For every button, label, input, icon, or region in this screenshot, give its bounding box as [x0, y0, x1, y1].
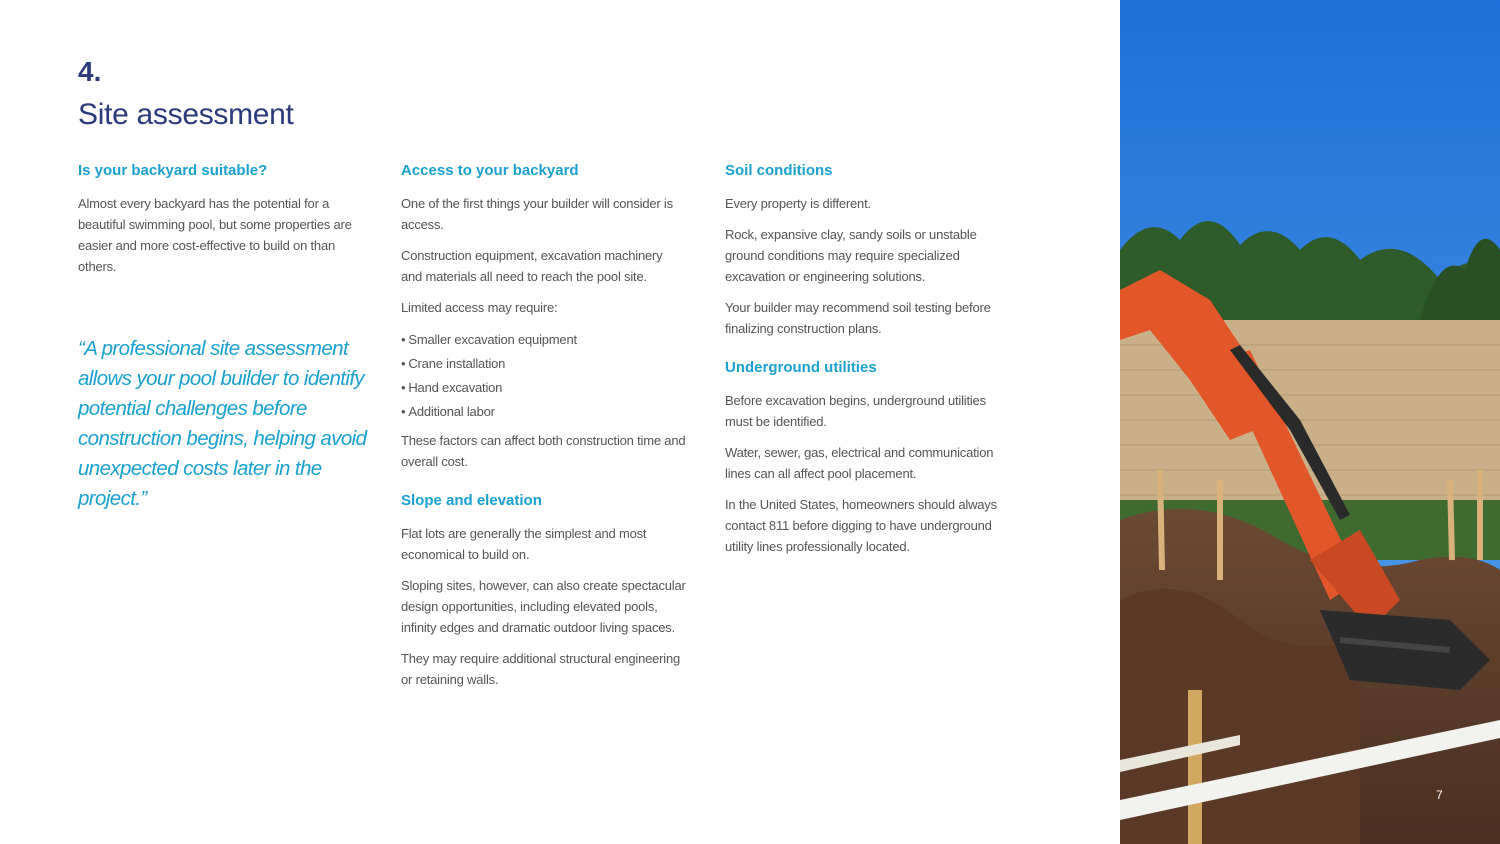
pull-quote: “A professional site assessment allows your pool builder to identify potential challenges before construction begins, helping avoid unexpected costs later in the project.” [78, 337, 367, 510]
column-access [401, 160, 686, 700]
heading-utilities: Underground utilities [725, 359, 877, 376]
paragraph-access-2: Construction equipment, excavation machinery and materials all need to reach the pool site. [401, 248, 663, 284]
section-title: Site assessment [78, 98, 294, 131]
page-number: 7 [1436, 788, 1443, 802]
paragraph-utilities-2: Water, sewer, gas, electrical and communication lines can all affect pool placement. [725, 445, 994, 481]
section-number: 4. [78, 56, 102, 87]
list-item: • Crane installation [401, 352, 686, 376]
heading-access: Access to your backyard [401, 162, 579, 179]
paragraph-utilities-3: In the United States, homeowners should always contact 811 before digging to have underground utility lines professionally located. [725, 497, 997, 554]
access-requirements-list [401, 328, 686, 424]
paragraph-slope-3: They may require additional structural engineering or retaining walls. [401, 651, 681, 687]
paragraph-soil-1: Every property is different. [725, 196, 871, 211]
paragraph-slope-1: Flat lots are generally the simplest and most economical to build on. [401, 526, 647, 562]
paragraph-backyard-suitable: Almost every backyard has the potential for a beautiful swimming pool, but some properties are easier and more cost-effective to build on than others. [78, 196, 352, 274]
list-item: • Smaller excavation equipment [401, 328, 686, 352]
heading-soil: Soil conditions [725, 162, 833, 179]
paragraph-slope-2: Sloping sites, however, can also create spectacular design opportunities, including elevated pools, infinity edges and dramatic outdoor living spaces. [401, 578, 686, 635]
paragraph-soil-2: Rock, expansive clay, sandy soils or unstable ground conditions may require specialized excavation or engineering solutions. [725, 227, 977, 284]
paragraph-access-4: These factors can affect both construction time and overall cost. [401, 433, 686, 469]
column-soil [725, 160, 1010, 567]
excavator-photo [1120, 0, 1500, 844]
heading-backyard-suitable: Is your backyard suitable? [78, 162, 268, 179]
list-item: • Additional labor [401, 400, 686, 424]
paragraph-access-3: Limited access may require: [401, 300, 558, 315]
list-item: • Hand excavation [401, 376, 686, 400]
paragraph-utilities-1: Before excavation begins, underground utilities must be identified. [725, 393, 986, 429]
column-backyard-suitable [78, 160, 358, 287]
paragraph-soil-3: Your builder may recommend soil testing before finalizing construction plans. [725, 300, 991, 336]
heading-slope: Slope and elevation [401, 492, 542, 509]
paragraph-access-1: One of the first things your builder will consider is access. [401, 196, 673, 232]
